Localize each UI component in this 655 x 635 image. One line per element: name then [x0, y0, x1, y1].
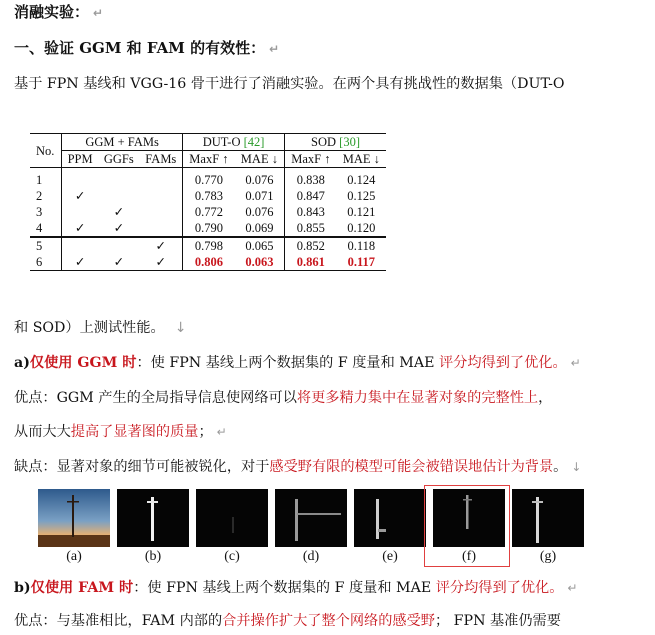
- sub-header: PPM: [67, 152, 93, 166]
- table-row: [30, 220, 386, 237]
- heading-text: 消融实验：: [14, 3, 90, 21]
- intro-paragraph-line1: [14, 74, 565, 94]
- return-mark-icon: ↵: [567, 581, 578, 595]
- ppm-cell: ✓: [74, 221, 86, 235]
- dut-mae: 0.069: [235, 220, 285, 237]
- para-b-text-red: 评分均得到了优化。: [435, 580, 564, 596]
- caption-f: (f): [462, 549, 476, 564]
- dut-header-text: DUT-O: [202, 135, 241, 149]
- para-b-text: ：使 FPN 基线上两个数据集的 F 度量和 MAE: [133, 580, 436, 596]
- fams-cell: [139, 188, 182, 204]
- dut-mae: 0.071: [235, 188, 285, 204]
- sod-maxf: 0.855: [296, 221, 325, 235]
- page-heading: [14, 2, 103, 23]
- ppm-cell: [62, 237, 99, 254]
- cons-a-prefix: 缺点：显著对象的细节可能被锐化，对于: [14, 459, 270, 475]
- saliency-map: [196, 489, 268, 547]
- dut-maxf: 0.772: [194, 205, 223, 219]
- dut-maxf: 0.790: [194, 221, 223, 235]
- pros-b-suffix: ； FPN 基准仍需要: [434, 613, 561, 629]
- dut-citation: [42]: [243, 135, 265, 149]
- pros-a2-suffix: ；: [198, 424, 213, 440]
- ppm-cell: [62, 204, 99, 220]
- ggfs-cell: ✓: [98, 254, 139, 271]
- row-no: 1: [30, 172, 62, 188]
- sod-maxf: 0.847: [296, 189, 325, 203]
- ggfs-cell: ✓: [113, 205, 125, 219]
- saliency-map: [117, 489, 189, 547]
- table-row: [30, 254, 386, 271]
- table-row: [30, 188, 386, 204]
- sub-header: MaxF ↑: [291, 152, 331, 166]
- sod-maxf: 0.843: [296, 205, 325, 219]
- intro-paragraph-line2: [14, 318, 186, 338]
- para-a-label: a): [14, 355, 30, 371]
- para-b-label: b): [14, 580, 31, 596]
- return-mark-icon: ↵: [93, 6, 104, 20]
- saliency-map: [275, 489, 347, 547]
- sod-maxf: 0.852: [285, 237, 337, 254]
- caption-e: (e): [382, 549, 398, 564]
- pros-b: [14, 611, 561, 631]
- down-arrow-icon: ↓: [174, 320, 187, 336]
- sub-header: GGFs: [103, 152, 134, 166]
- row-no: 2: [30, 188, 62, 204]
- sod-citation: [30]: [339, 135, 360, 149]
- cons-a-suffix: 。: [553, 459, 568, 475]
- ggfs-cell: [98, 172, 139, 188]
- pros-a2-red: 提高了显著图的质量: [70, 424, 199, 440]
- pros-a-red: 将更多精力集中在显著对象的完整性上: [296, 390, 539, 406]
- sod-mae: 0.121: [347, 205, 376, 219]
- pros-a-2: [14, 422, 227, 442]
- ggfs-cell: [98, 188, 139, 204]
- fams-cell: [139, 220, 182, 237]
- no-header: No.: [30, 134, 62, 168]
- return-mark-icon: ↵: [269, 42, 280, 56]
- group-header: GGM + FAMs: [62, 134, 183, 151]
- fams-cell: ✓: [139, 237, 182, 254]
- return-mark-icon: ↵: [216, 425, 227, 439]
- dut-mae: 0.076: [235, 204, 285, 220]
- source-photo: [38, 489, 110, 547]
- row-no: 3: [30, 204, 62, 220]
- caption-b: (b): [144, 549, 162, 564]
- fams-cell: ✓: [139, 254, 182, 271]
- dut-mae: 0.076: [235, 172, 285, 188]
- ablation-table: [30, 133, 390, 271]
- caption-d: (d): [302, 549, 320, 564]
- para-b: [14, 578, 577, 598]
- ppm-cell: [62, 172, 99, 188]
- dut-maxf: 0.798: [183, 237, 235, 254]
- cons-a-red: 感受野有限的模型可能会被错误地估计为背景: [269, 459, 554, 475]
- dut-maxf-best: 0.806: [183, 254, 235, 271]
- table-row: [30, 172, 386, 188]
- para-a: [14, 353, 581, 373]
- sub-header: MaxF ↑: [189, 152, 229, 166]
- row-no: 6: [30, 254, 62, 271]
- dut-maxf: 0.783: [194, 189, 223, 203]
- row-no: 5: [30, 237, 62, 254]
- fams-cell: [139, 204, 182, 220]
- section-title-text: 一、验证 GGM 和 FAM 的有效性：: [14, 39, 266, 57]
- cons-a: [14, 457, 581, 477]
- pros-b-red: 合并操作扩大了整个网络的感受野: [222, 613, 435, 629]
- ggfs-cell: ✓: [113, 221, 125, 235]
- sub-header: MAE ↓: [235, 151, 285, 168]
- intro-text-2: 和 SOD）上测试性能。: [14, 320, 165, 336]
- sub-header: FAMs: [139, 151, 182, 168]
- pros-a-prefix: 优点：GGM 产生的全局指导信息使网络可以: [14, 390, 297, 406]
- sod-mae: 0.124: [347, 173, 376, 187]
- sod-mae: 0.125: [347, 189, 376, 203]
- pros-a-suffix: ，: [538, 390, 553, 406]
- ppm-cell: ✓: [62, 254, 99, 271]
- return-mark-icon: ↵: [570, 356, 581, 370]
- saliency-map: [512, 489, 584, 547]
- ggfs-cell: [98, 237, 139, 254]
- dut-header: [183, 134, 285, 151]
- sod-mae: 0.118: [337, 237, 386, 254]
- down-arrow-icon: ↓: [571, 460, 582, 474]
- table-row: [30, 237, 386, 254]
- dut-mae-best: 0.063: [235, 254, 285, 271]
- sod-header: [285, 134, 386, 151]
- pros-a: [14, 388, 552, 408]
- caption-g: (g): [539, 549, 557, 564]
- saliency-map: [354, 489, 426, 547]
- pros-b-prefix: 优点：与基准相比，FAM 内部的: [14, 613, 223, 629]
- dut-mae: 0.065: [235, 237, 285, 254]
- caption-c: (c): [224, 549, 240, 564]
- sod-mae: 0.120: [347, 221, 376, 235]
- table-row: [30, 204, 386, 220]
- fams-cell: [139, 172, 182, 188]
- sod-header-text: SOD: [311, 135, 337, 149]
- intro-text-1: 基于 FPN 基线和 VGG-16 骨干进行了消融实验。在两个具有挑战性的数据集（DUT-O: [14, 76, 565, 92]
- sub-header: MAE ↓: [342, 152, 380, 166]
- para-a-label-red: 仅使用 GGM 时: [29, 355, 137, 371]
- row-no: 4: [30, 220, 62, 237]
- ppm-cell: ✓: [74, 189, 86, 203]
- pros-a2-prefix: 从而大大: [14, 424, 71, 440]
- sod-maxf-best: 0.861: [285, 254, 337, 271]
- section-title: [14, 38, 279, 59]
- para-b-label-red: 仅使用 FAM 时: [30, 580, 134, 596]
- dut-maxf: 0.770: [194, 173, 223, 187]
- sod-maxf: 0.838: [296, 173, 325, 187]
- caption-a: (a): [66, 549, 82, 564]
- para-a-text-red: 评分均得到了优化。: [438, 355, 567, 371]
- para-a-text: ：使 FPN 基线上两个数据集的 F 度量和 MAE: [136, 355, 439, 371]
- sod-mae-best: 0.117: [337, 254, 386, 271]
